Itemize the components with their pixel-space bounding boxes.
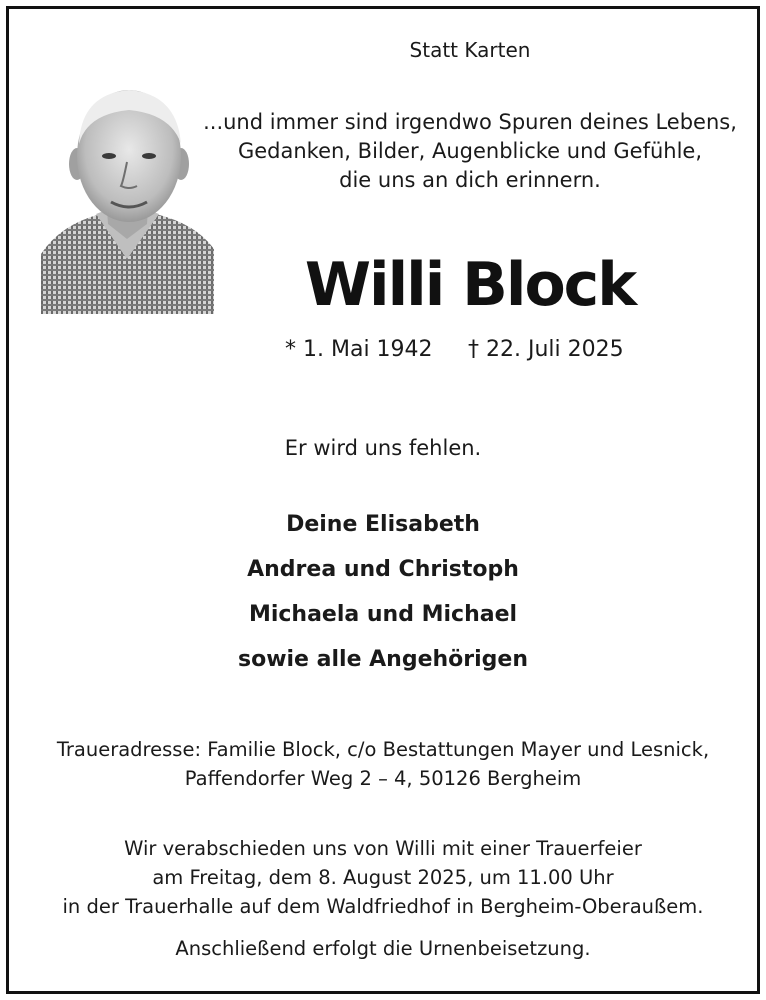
family-line: Deine Elisabeth — [286, 512, 480, 537]
deceased-name: Willi Block — [304, 250, 636, 320]
quote-line: ...und immer sind irgendwo Spuren deines Lebens, — [203, 110, 737, 134]
quote-line: Gedanken, Bilder, Augenblicke und Gefühle, — [237, 139, 703, 163]
portrait-photo — [41, 74, 214, 314]
mourning-message: Er wird uns fehlen. — [284, 436, 482, 460]
address-line: Paffendorfer Weg 2 – 4, 50126 Bergheim — [184, 767, 582, 790]
birth-date: * 1. Mai 1942 — [285, 337, 433, 362]
memorial-quote — [200, 108, 740, 195]
funeral-service-info — [13, 834, 753, 921]
address-line: Traueradresse: Familie Block, c/o Bestattungen Mayer und Lesnick, — [56, 738, 710, 761]
family-line: sowie alle Angehörigen — [237, 647, 529, 672]
quote-line: die uns an dich erinnern. — [339, 168, 601, 192]
service-line: in der Trauerhalle auf dem Waldfriedhof in Bergheim-Oberaußem. — [62, 895, 704, 918]
urn-burial-note: Anschließend erfolgt die Urnenbeisetzung. — [175, 937, 591, 960]
service-line: am Freitag, dem 8. August 2025, um 11.00 Uhr — [152, 866, 614, 889]
family-line: Andrea und Christoph — [247, 557, 519, 582]
service-line: Wir verabschieden uns von Willi mit einer Trauerfeier — [124, 837, 642, 860]
statt-karten-heading: Statt Karten — [409, 38, 531, 62]
family-line: Michaela und Michael — [248, 602, 518, 627]
death-date: † 22. Juli 2025 — [468, 337, 624, 362]
family-signatories — [183, 502, 583, 682]
mourning-address — [13, 735, 753, 793]
